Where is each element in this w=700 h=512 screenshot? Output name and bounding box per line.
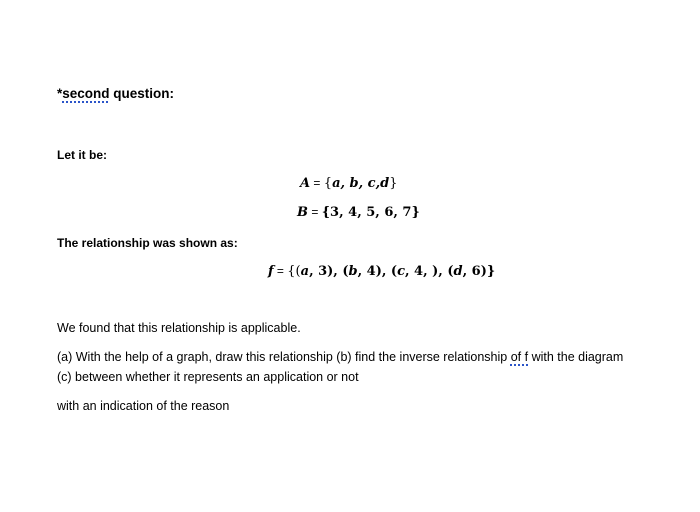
relationship-label: The relationship was shown as: bbox=[57, 236, 238, 250]
task-ab-after: with the diagram bbox=[528, 350, 624, 364]
pair4-var: d bbox=[453, 264, 463, 279]
function-definition bbox=[268, 264, 495, 279]
pair1-rest: , 3), ( bbox=[309, 264, 349, 279]
intro-text: Let it be: bbox=[57, 148, 107, 162]
set-b-name: B bbox=[297, 205, 308, 220]
pair4-rest: , 6)} bbox=[462, 264, 496, 279]
set-a-name: A bbox=[300, 176, 311, 191]
set-a-close: } bbox=[389, 176, 398, 191]
function-name: f bbox=[268, 264, 274, 279]
question-heading bbox=[57, 86, 174, 101]
task-ab-before: (a) With the help of a graph, draw this relationship (b) find the inverse relationship bbox=[57, 350, 511, 364]
heading-rest: question: bbox=[109, 86, 175, 101]
paragraph-applicable: We found that this relationship is applicable. bbox=[57, 321, 301, 335]
pair3-rest: , 4, ), ( bbox=[404, 264, 454, 279]
set-a-definition bbox=[300, 176, 398, 191]
pair2-rest: , 4), ( bbox=[357, 264, 398, 279]
set-a-equals: = bbox=[310, 176, 324, 190]
set-b-value: {3, 4, 5, 6, 7} bbox=[321, 205, 420, 220]
function-equals: = bbox=[273, 264, 288, 278]
set-b-equals: = bbox=[308, 205, 322, 219]
pair1-var: a bbox=[300, 264, 310, 279]
pair2-var: b bbox=[348, 264, 358, 279]
set-a-last: d bbox=[380, 176, 390, 191]
heading-word-second: second bbox=[62, 86, 110, 101]
set-a-open: { bbox=[323, 176, 333, 191]
set-b-definition bbox=[297, 205, 420, 220]
set-a-elements: a, b, c, bbox=[332, 176, 381, 191]
heading-asterisk: * bbox=[57, 86, 63, 101]
paragraph-task-ab bbox=[57, 350, 623, 364]
paragraph-task-c: (c) between whether it represents an application or not bbox=[57, 370, 359, 384]
task-ab-flagged: of f bbox=[510, 350, 529, 364]
pair3-var: c bbox=[397, 264, 405, 279]
paragraph-reason: with an indication of the reason bbox=[57, 399, 230, 413]
function-open: {( bbox=[287, 264, 301, 279]
